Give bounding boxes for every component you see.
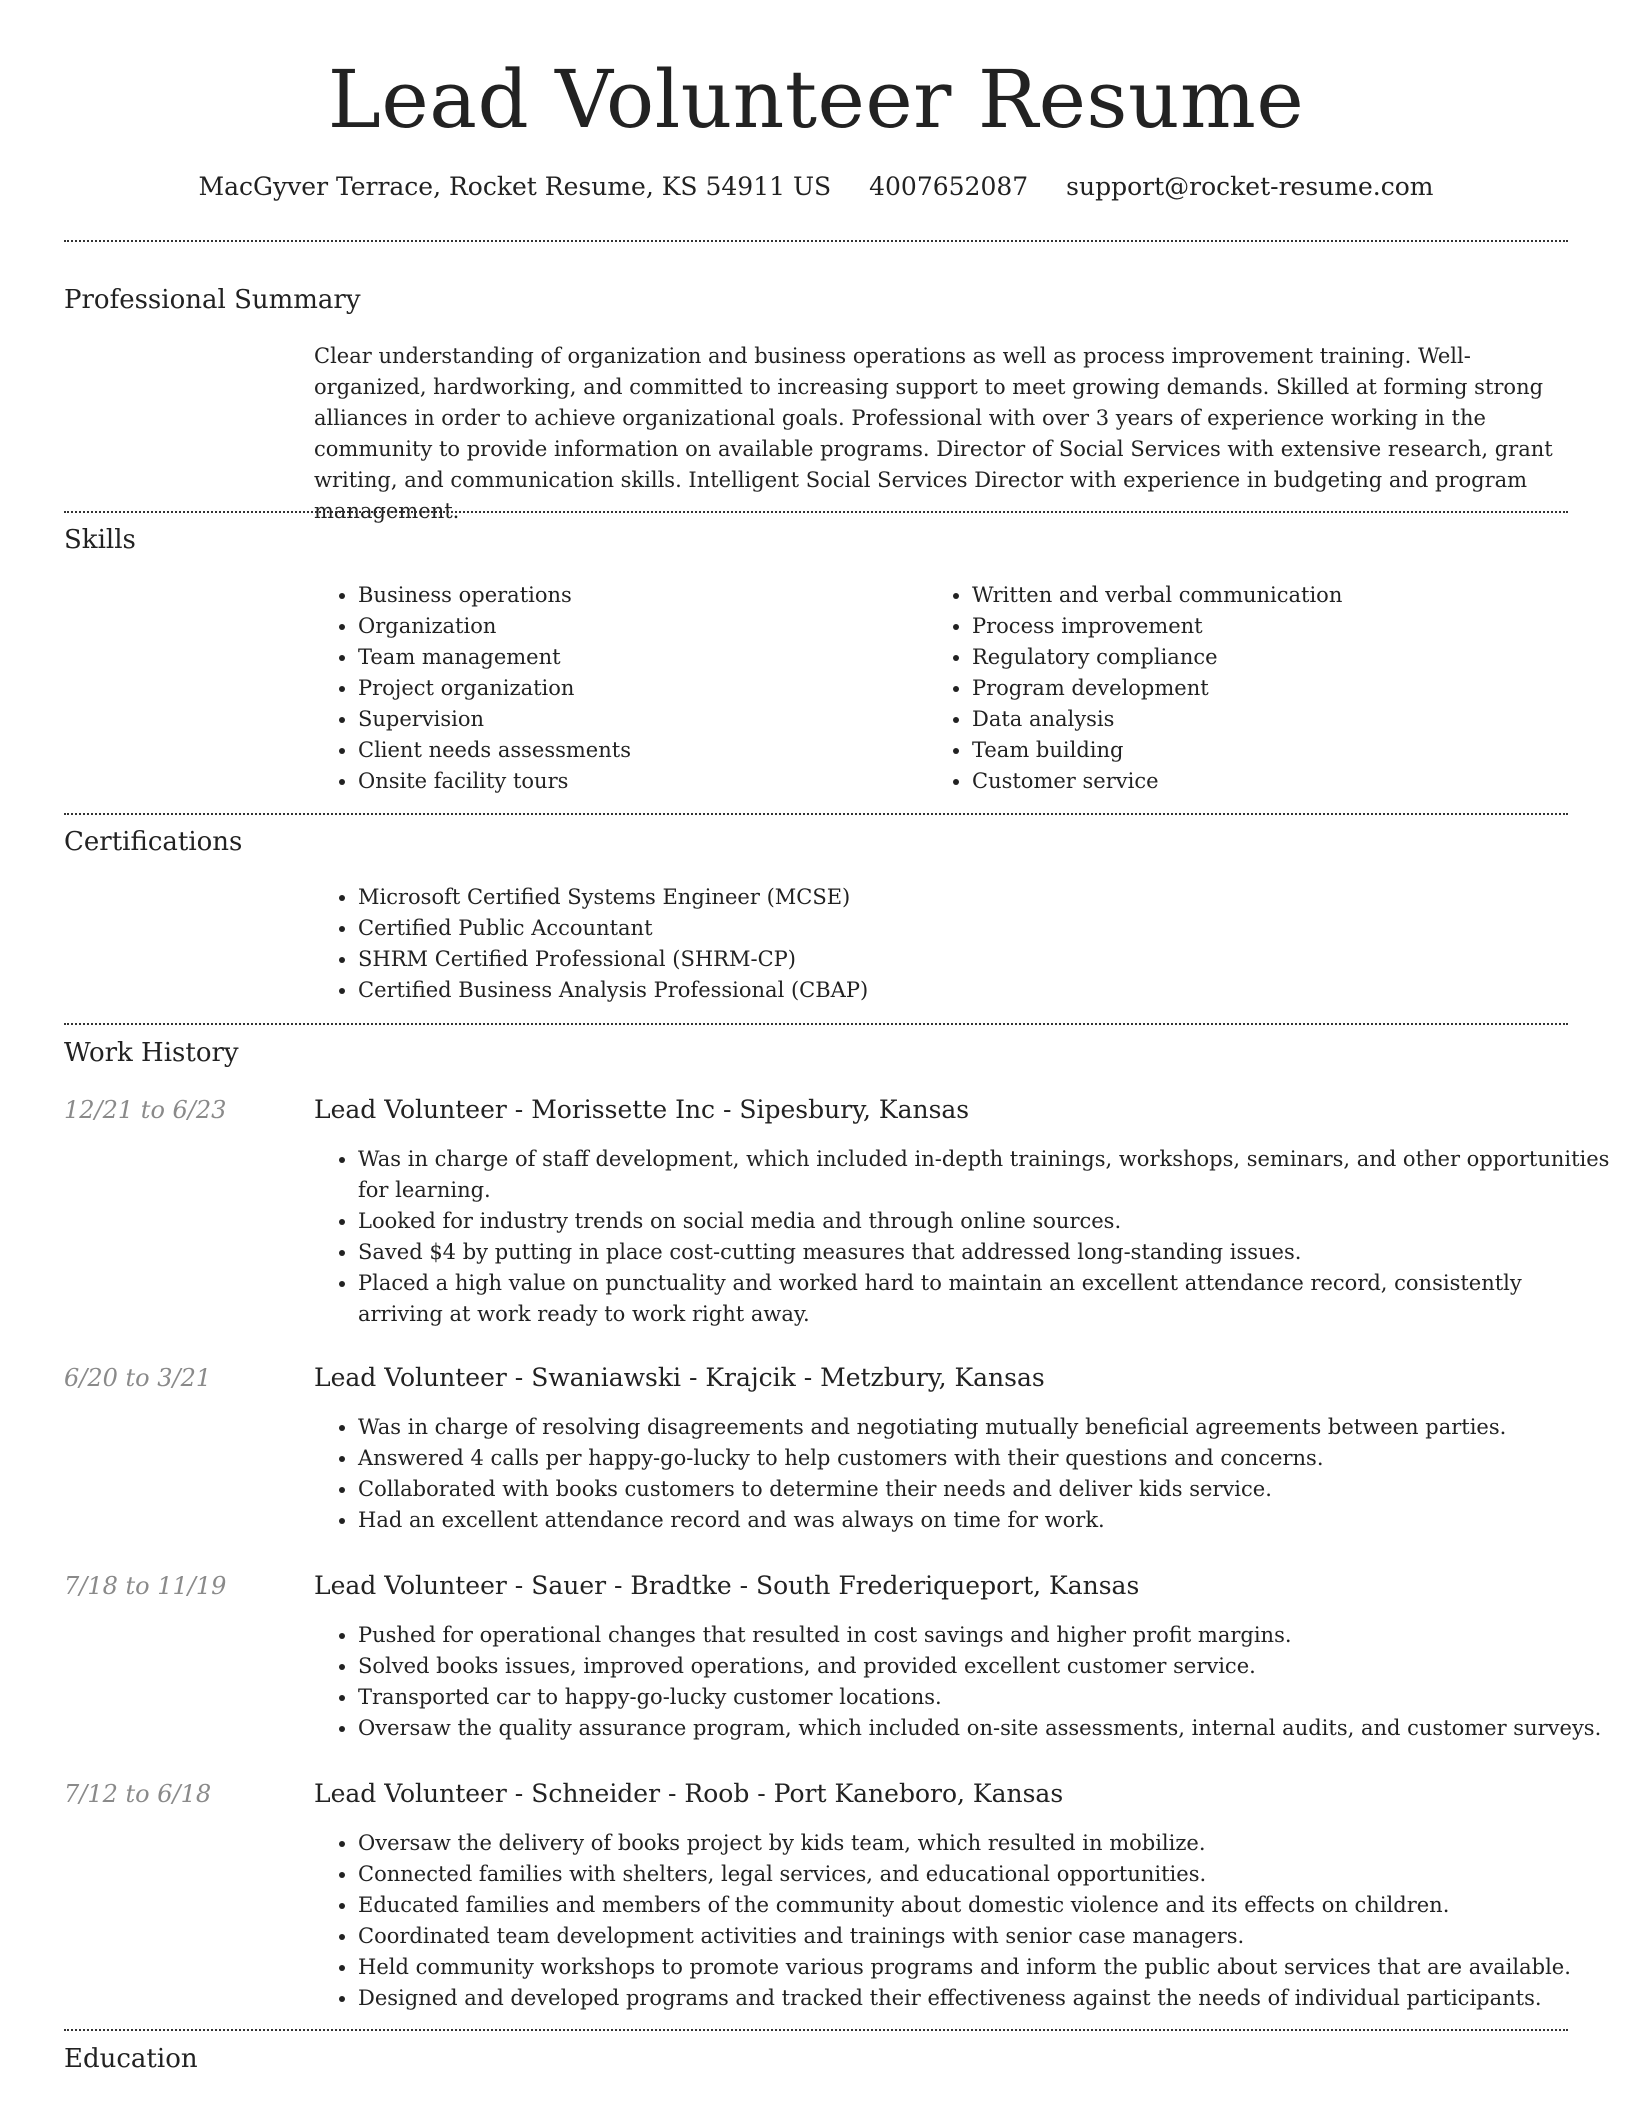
list-item: • Data analysis [972, 704, 1592, 735]
job-dates: 6/20 to 3/21 [64, 1364, 212, 1392]
list-item: • Held community workshops to promote various programs and inform the public about services that are available. [358, 1952, 1612, 1983]
list-item: • Designed and developed programs and tracked their effectiveness against the needs of individual participants. [358, 1983, 1612, 2014]
list-item: • Coordinated team development activities and trainings with senior case managers. [358, 1921, 1612, 1952]
list-item: • Certified Business Analysis Professional (CBAP) [358, 975, 1608, 1006]
job-dates: 12/21 to 6/23 [64, 1096, 227, 1124]
section-heading-summary: Professional Summary [64, 285, 361, 315]
list-item: • Pushed for operational changes that resulted in cost savings and higher profit margins. [358, 1620, 1612, 1651]
divider [64, 813, 1568, 815]
list-item: • Customer service [972, 766, 1592, 797]
list-item: • Educated families and members of the community about domestic violence and its effects on children. [358, 1890, 1612, 1921]
list-item: • Transported car to happy-go-lucky customer locations. [358, 1682, 1612, 1713]
job-bullets [314, 1412, 1612, 1536]
job-title: Lead Volunteer - Morissette Inc - Sipesbury, Kansas [314, 1095, 970, 1124]
divider [64, 240, 1568, 242]
list-item: • Looked for industry trends on social media and through online sources. [358, 1206, 1612, 1237]
job-dates: 7/18 to 11/19 [64, 1572, 227, 1600]
divider [64, 2029, 1568, 2031]
contact-email[interactable]: support@rocket-resume.com [1066, 172, 1434, 201]
job-title: Lead Volunteer - Schneider - Roob - Port Kaneboro, Kansas [314, 1779, 1064, 1808]
list-item: • Was in charge of resolving disagreements and negotiating mutually beneficial agreements between parties. [358, 1412, 1612, 1443]
job-title: Lead Volunteer - Sauer - Bradtke - South Frederiqueport, Kansas [314, 1571, 1140, 1600]
list-item: • Connected families with shelters, legal services, and educational opportunities. [358, 1859, 1612, 1890]
section-heading-work-history: Work History [64, 1038, 239, 1068]
job-bullets [314, 1620, 1612, 1744]
list-item: • Answered 4 calls per happy-go-lucky to help customers with their questions and concerns. [358, 1443, 1612, 1474]
job-bullets [314, 1144, 1612, 1330]
list-item: • Project organization [358, 673, 918, 704]
job-bullets [314, 1828, 1612, 2014]
list-item: • Microsoft Certified Systems Engineer (MCSE) [358, 882, 1608, 913]
list-item: • Written and verbal communication [972, 580, 1592, 611]
list-item: • Supervision [358, 704, 918, 735]
certifications-list [314, 882, 1608, 1006]
list-item: • Was in charge of staff development, which included in-depth trainings, workshops, seminars, and other opportunities for learning. [358, 1144, 1612, 1206]
list-item: • Oversaw the delivery of books project by kids team, which resulted in mobilize. [358, 1828, 1612, 1859]
list-item: • Program development [972, 673, 1592, 704]
list-item: • Collaborated with books customers to determine their needs and deliver kids service. [358, 1474, 1612, 1505]
list-item: • Saved $4 by putting in place cost-cutting measures that addressed long-standing issues. [358, 1237, 1612, 1268]
list-item: • Business operations [358, 580, 918, 611]
list-item: • Team management [358, 642, 918, 673]
list-item: • Oversaw the quality assurance program, which included on-site assessments, internal audits, and customer surveys. [358, 1713, 1612, 1744]
list-item: • Process improvement [972, 611, 1592, 642]
list-item: • Certified Public Accountant [358, 913, 1608, 944]
list-item: • Placed a high value on punctuality and worked hard to maintain an excellent attendance record, consistently arriving at work ready to work right away. [358, 1268, 1612, 1330]
section-heading-skills: Skills [64, 525, 136, 555]
list-item: • Onsite facility tours [358, 766, 918, 797]
skills-list-left [314, 580, 918, 797]
divider [64, 511, 1568, 513]
summary-text: Clear understanding of organization and business operations as well as process improvement training. Well-organized, hardworking, and committed to increasing support to meet growing demands. Skilled at forming strong alliances in order to achieve organizational goals. Professional with over 3 years of experience working in the community to provide information on available programs. Director of Social Services with extensive research, grant writing, and communication skills. Intelligent Social Services Director with experience in budgeting and program management. [314, 344, 1553, 523]
list-item: • SHRM Certified Professional (SHRM-CP) [358, 944, 1608, 975]
contact-line [0, 170, 1632, 204]
list-item: • Had an excellent attendance record and was always on time for work. [358, 1505, 1612, 1536]
divider [64, 1023, 1568, 1025]
job-title: Lead Volunteer - Swaniawski - Krajcik - Metzbury, Kansas [314, 1363, 1045, 1392]
list-item: • Client needs assessments [358, 735, 918, 766]
job-dates: 7/12 to 6/18 [64, 1780, 212, 1808]
section-heading-certifications: Certifications [64, 827, 243, 857]
contact-address: MacGyver Terrace, Rocket Resume, KS 54911 US [198, 172, 832, 201]
list-item: • Solved books issues, improved operations, and provided excellent customer service. [358, 1651, 1612, 1682]
list-item: • Regulatory compliance [972, 642, 1592, 673]
list-item: • Organization [358, 611, 918, 642]
section-heading-education: Education [64, 2044, 198, 2074]
list-item: • Team building [972, 735, 1592, 766]
resume-title: Lead Volunteer Resume [327, 53, 1305, 146]
skills-list-right [928, 580, 1592, 797]
contact-phone[interactable]: 4007652087 [869, 172, 1029, 201]
